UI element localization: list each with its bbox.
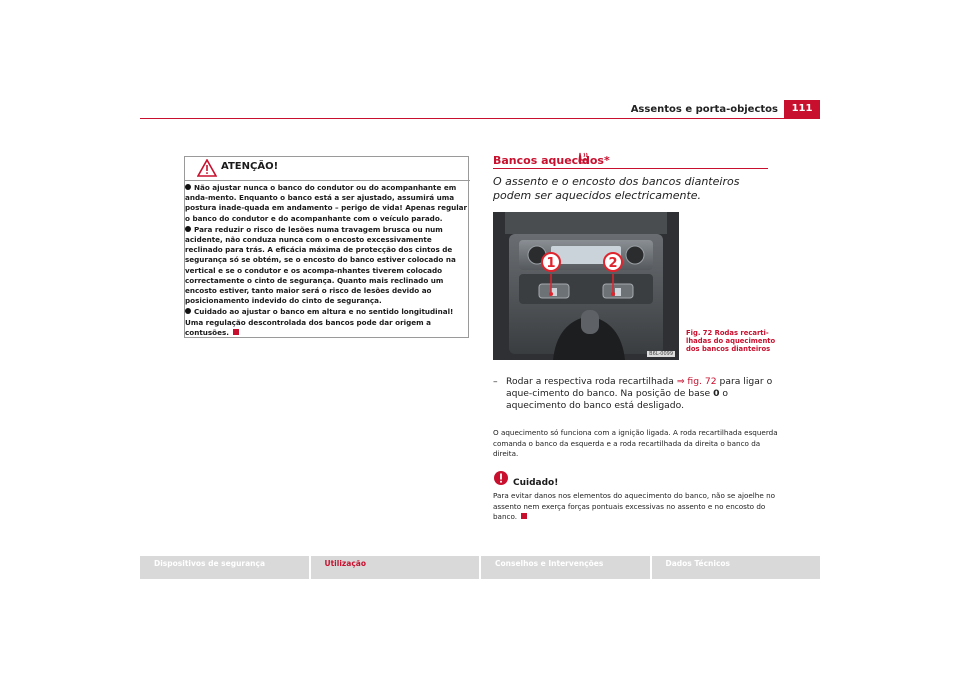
footer-tab-conselhos[interactable]: Conselhos e Intervenções: [481, 556, 650, 579]
bullet-icon: [185, 308, 191, 314]
figure-photo: [493, 212, 679, 360]
caution-text: Para evitar danos nos elementos do aquecimento do banco, não se ajoelhe no assento nem exerça forças pontuais excessivas no assento e no encosto do banco.: [493, 491, 776, 522]
footer-tab-utilizacao[interactable]: Utilização: [311, 556, 480, 579]
bullet-icon: [185, 184, 191, 190]
caution-title: Cuidado!: [513, 478, 559, 488]
figure-caption: Fig. 72 Rodas recarti-lhadas do aquecimento dos bancos dianteiros: [686, 329, 776, 353]
dashboard-illustration: [493, 212, 679, 360]
figure-code: B6L-0099: [649, 351, 673, 357]
warning-box: [184, 156, 469, 338]
warning-item: Para reduzir o risco de lesões numa travagem brusca ou num acidente, não conduza nunca com o encosto excessivamente reclinado para trás. A eficácia máxima de protecção dos cintos de segurança só se obtém, se o encosto do banco estiver colocado na vertical e se o condutor e os acompa-nhantes tiverem colocado correctamente o cinto de segurança. Quanto mais reclinado um encosto estiver, tanto maior será o risco de lesões devido ao posicionamento indevido do cinto de segurança.: [185, 224, 456, 306]
figure-label-1: 1: [546, 256, 556, 271]
step-text: Rodar a respectiva roda recartilhada ⇒ fig. 72 para ligar o aque-cimento do banco. Na posição de base 0 o aquecimento do banco está desligado.: [506, 376, 773, 411]
warning-title: ATENÇÃO!: [221, 161, 279, 172]
warning-triangle-icon: [197, 159, 217, 177]
section-intro: O assento e o encosto dos bancos dianteiros podem ser aquecidos electricamente.: [493, 175, 740, 202]
base-position-value: 0: [713, 388, 720, 399]
page-number: 111: [784, 100, 820, 118]
warning-list: [185, 183, 470, 339]
figure-reference-link[interactable]: ⇒ fig. 72: [676, 376, 717, 387]
end-of-section-icon: [521, 513, 527, 519]
note-text: O aquecimento só funciona com a ignição ligada. A roda recartilhada esquerda comanda o banco da esquerda e a roda recartilhada da direita o banco da direita.: [493, 428, 778, 459]
warning-header: [185, 156, 468, 174]
caution-icon: [493, 470, 509, 486]
footer-tab-dados-tecnicos[interactable]: Dados Técnicos: [652, 556, 821, 579]
bullet-icon: [185, 226, 191, 232]
warning-item: Não ajustar nunca o banco do condutor ou do acompanhante em anda-mento. Enquanto o banco está a ser ajustado, assumirá uma postura inade-quada em andamento – perigo de vida! Apenas regular o banco do condutor e do acompanhante com o veículo parado.: [185, 183, 468, 223]
warning-item: Cuidado ao ajustar o banco em altura e no sentido longitudinal! Uma regulação descontrolada dos bancos pode dar origem a contusões.: [185, 307, 454, 337]
seat-heating-icon: [577, 152, 589, 166]
end-of-section-icon: [233, 329, 239, 335]
step-dash: –: [493, 376, 498, 387]
figure-label-2: 2: [608, 256, 618, 271]
warning-divider: [185, 180, 470, 181]
running-title: Assentos e porta-objectos: [630, 104, 778, 115]
footer-tab-dispositivos[interactable]: Dispositivos de segurança: [140, 556, 309, 579]
header-rule: [140, 118, 820, 119]
section-title: Bancos aquecidos*: [493, 154, 610, 167]
section-rule: [493, 168, 768, 169]
footer-nav: [140, 556, 820, 579]
